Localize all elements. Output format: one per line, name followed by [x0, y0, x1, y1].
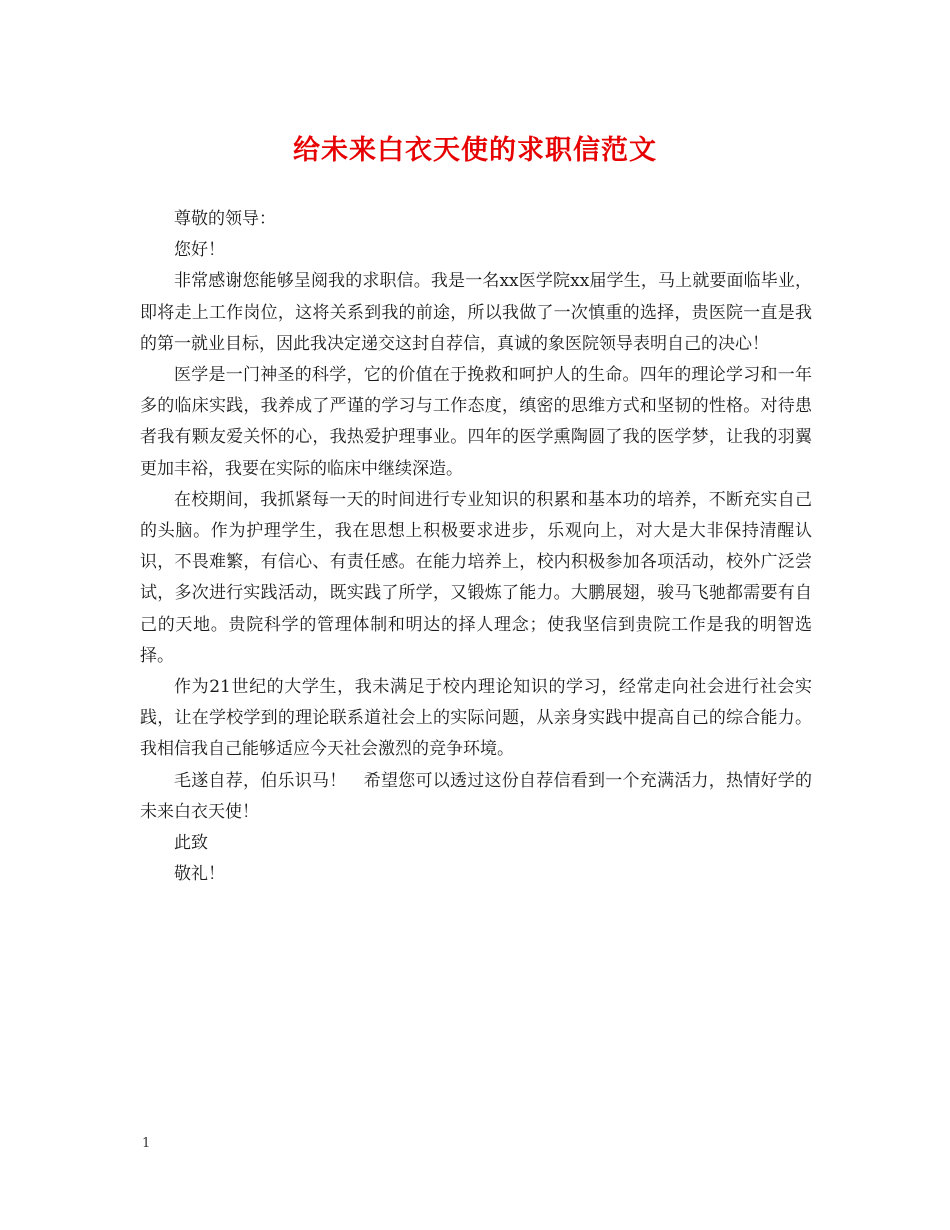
paragraph-practice: 作为21世纪的大学生，我未满足于校内理论知识的学习，经常走向社会进行社会实践，让在学校学到的理论联系道社会上的实际问题，从亲身实践中提高自己的综合能力。我相信我自己能够适应今天社会激烈的竞争环境。 [140, 677, 812, 760]
document-title: 给未来白衣天使的求职信范文 [293, 135, 657, 166]
greeting: 您好！ [174, 240, 225, 261]
paragraph-medicine: 医学是一门神圣的科学，它的价值在于挽救和呵护人的生命。四年的理论学习和一年多的临床实践，我养成了严谨的学习与工作态度，缜密的思维方式和坚韧的性格。对待患者我有颗友爱关怀的心，我热爱护理事业。四年的医学熏陶圆了我的医学梦，让我的羽翼更加丰裕，我要在实际的临床中继续深造。 [140, 365, 812, 479]
paragraph-school: 在校期间，我抓紧每一天的时间进行专业知识的积累和基本功的培养，不断充实自己的头脑。作为护理学生，我在思想上积极要求进步，乐观向上，对大是大非保持清醒认识，不畏难繁，有信心、有责任感。在能力培养上，校内积极参加各项活动，校外广泛尝试，多次进行实践活动，既实践了所学，又锻炼了能力。大鹏展翅，骏马飞驰都需要有自己的天地。贵院科学的管理体制和明达的择人理念；使我坚信到贵院工作是我的明智选择。 [140, 489, 812, 666]
page-number: 1 [142, 1136, 151, 1151]
paragraph-gratitude: 非常感谢您能够呈阅我的求职信。我是一名xx医学院xx届学生，马上就要面临毕业，即将走上工作岗位，这将关系到我的前途，所以我做了一次慎重的选择，贵医院一直是我的第一就业目标，因此我决定递交这封自荐信，真诚的象医院领导表明自己的决心！ [140, 271, 812, 354]
letter-body [140, 204, 812, 890]
closing-ci-zhi: 此致 [174, 833, 208, 854]
paragraph-self-recommend: 毛遂自荐，伯乐识马！ 希望您可以透过这份自荐信看到一个充满活力，热情好学的未来白衣天使！ [140, 770, 812, 822]
closing-jing-li: 敬礼！ [174, 864, 225, 885]
salutation: 尊敬的领导： [174, 209, 276, 229]
